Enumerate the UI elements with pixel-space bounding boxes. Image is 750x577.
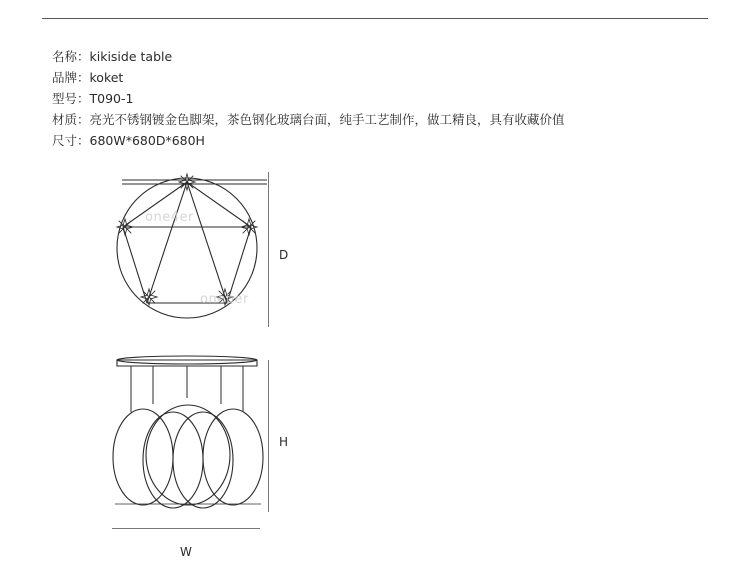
product-spec-list: [52, 46, 712, 151]
watermark-text: one4er: [145, 210, 194, 225]
watermark-text: oneber: [200, 292, 249, 307]
spec-line-material: 材质：亮光不锈钢镀金色脚架，茶色钢化玻璃台面，纯手工艺制作，做工精良，具有收藏价值: [52, 112, 565, 127]
spec-line-brand: 品牌：koket: [52, 70, 124, 85]
width-dimension-line: [112, 528, 260, 529]
spec-line-model: 型号：T090-1: [52, 91, 134, 106]
height-dimension-line: [268, 360, 269, 512]
spec-line-name: 名称：kikiside table: [52, 49, 173, 64]
height-label: H: [279, 435, 289, 449]
depth-dimension-line: [268, 172, 269, 327]
spec-line-size: 尺寸：680W*680D*680H: [52, 133, 205, 148]
width-label: W: [180, 545, 192, 559]
header-divider: [42, 18, 708, 19]
depth-label: D: [279, 248, 289, 262]
